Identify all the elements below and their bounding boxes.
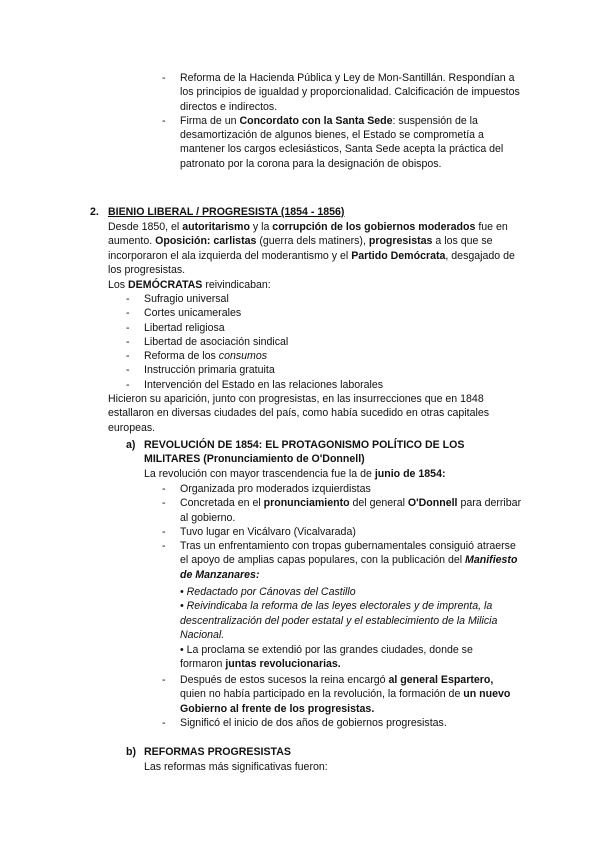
list-item — [162, 539, 522, 582]
text-run: (guerra dels matiners), — [256, 235, 369, 248]
text-run: Concretada en el — [180, 497, 264, 510]
subsection-b-title: REFORMAS PROGRESISTAS — [144, 746, 291, 758]
text-run: La revolución con mayor trascendencia fue la de — [144, 468, 375, 480]
text-run: Libertad religiosa — [144, 321, 225, 334]
text-run: quien no había participado en la revolución, la formación de — [180, 688, 464, 701]
democratas-intro — [108, 278, 528, 292]
list-item — [162, 482, 522, 496]
list-item-text — [180, 525, 522, 539]
dash-bullet: - — [126, 364, 130, 377]
text-run: Tras un enfrentamiento con tropas gubernamentales consiguió atraerse el apoyo de amplias capas populares, con la publicación del — [180, 540, 516, 567]
list-item-text — [144, 306, 526, 320]
text-run: Reforma de los — [144, 350, 219, 363]
text-run: O'Donnell — [407, 497, 458, 510]
list-item-text — [144, 378, 526, 392]
dash-bullet: - — [126, 321, 130, 334]
list-item — [126, 363, 526, 377]
list-item-text — [180, 114, 522, 171]
text-run: fue en aumento. — [108, 221, 508, 248]
subsection-a-list — [162, 482, 522, 582]
dash-bullet: - — [126, 307, 130, 320]
democratas-list — [126, 292, 526, 392]
text-run: para derribar al gobierno. — [180, 497, 522, 524]
list-item — [162, 496, 522, 525]
section-number: 2. — [90, 206, 99, 218]
list-item-text — [180, 716, 522, 730]
text-run: Oposición: carlistas — [155, 235, 257, 248]
subsection-a-list-2 — [162, 673, 522, 730]
list-item — [162, 525, 522, 539]
text-run: Los — [108, 279, 129, 291]
list-item — [162, 716, 522, 730]
text-run: junio de 1854: — [374, 468, 446, 480]
text-run: del general — [349, 497, 408, 510]
dash-bullet: - — [162, 540, 166, 553]
text-run: corrupción de los gobiernos moderados — [272, 221, 476, 233]
list-item-text — [180, 482, 522, 496]
text-run: progresistas — [368, 235, 433, 248]
list-item — [126, 306, 526, 320]
top-dash-list — [162, 71, 522, 171]
after-list-text: Hicieron su aparición, junto con progresistas, en las insurrecciones que en 1848 estallaron en diversas ciudades del país, como había sucedido en otras capitales europeas. — [108, 393, 490, 434]
list-item-text — [144, 292, 526, 306]
list-item — [126, 292, 526, 306]
subsection-a-intro — [144, 467, 524, 481]
list-item-text — [144, 335, 526, 349]
dash-bullet: - — [126, 335, 130, 348]
text-run: DEMÓCRATAS — [128, 279, 203, 291]
text-run: Significó el inicio de dos años de gobiernos progresistas. — [180, 716, 447, 729]
text-run: Intervención del Estado en las relaciones laborales — [144, 378, 384, 391]
text-run: Partido Demócrata — [351, 249, 446, 262]
text-run: • La proclama se extendió por las grandes ciudades, donde se formaron — [180, 644, 473, 671]
dash-bullet: - — [126, 378, 130, 391]
text-run: Libertad de asociación sindical — [144, 335, 289, 348]
list-item — [126, 378, 526, 392]
text-run: Organizada pro moderados izquierdistas — [180, 483, 371, 495]
section-title: BIENIO LIBERAL / PROGRESISTA (1854 - 1856) — [108, 206, 345, 218]
dash-bullet: - — [162, 483, 166, 495]
list-item-text — [180, 673, 522, 716]
list-item — [126, 349, 526, 363]
section-intro — [108, 220, 528, 277]
text-run: un nuevo Gobierno al frente de los progresistas. — [180, 688, 511, 715]
subsection-a-letter: a) — [126, 439, 136, 451]
text-run: a los que se incorporaron el ala izquierda del moderantismo y el — [108, 235, 493, 262]
dash-bullet: - — [162, 114, 166, 127]
dash-bullet: - — [162, 525, 166, 538]
text-run: consumos — [218, 350, 268, 363]
list-item — [162, 71, 522, 114]
text-run: Después de estos sucesos la reina encargó — [180, 674, 389, 686]
list-item-text — [144, 349, 526, 363]
dash-bullet: - — [162, 497, 166, 510]
text-run: , desgajado de los progresistas. — [108, 249, 515, 276]
subsection-a-title: REVOLUCIÓN DE 1854: EL PROTAGONISMO POLÍTICO DE LOS MILITARES (Pronunciamiento de O'Donnell) — [144, 439, 465, 466]
dash-bullet: - — [126, 350, 130, 363]
text-run: y la — [249, 221, 273, 233]
text-run: Firma de un — [180, 114, 240, 127]
list-item-text — [144, 363, 526, 377]
text-run: Instrucción primaria gratuita — [144, 364, 275, 377]
manifiesto-notes — [180, 585, 525, 642]
list-item-text — [180, 496, 522, 525]
text-run: : suspensión de la desamortización de algunos bienes, el Estado se comprometía a mantener los cargos eclesiásticos, Santa Sede acepta la práctica del patronato por la corona para la designación de obispos. — [180, 114, 504, 170]
text-run: Concordato con la Santa Sede — [239, 114, 393, 127]
dash-bullet: - — [162, 674, 166, 686]
subsection-b-letter: b) — [126, 746, 136, 758]
text-run: Tuvo lugar en Vicálvaro (Vicalvarada) — [180, 525, 356, 538]
text-run: juntas revolucionarias. — [225, 658, 341, 671]
text-run: Manifiesto de Manzanares: — [180, 554, 518, 581]
text-run: Desde 1850, el — [108, 221, 183, 233]
list-item — [162, 673, 522, 716]
text-run: Sufragio universal — [144, 293, 229, 305]
subsection-b-intro: Las reformas más significativas fueron: — [144, 761, 328, 773]
text-run: autoritarismo — [182, 221, 250, 233]
list-item — [126, 321, 526, 335]
dash-bullet: - — [162, 716, 166, 729]
list-item-text — [180, 71, 522, 114]
dash-bullet: - — [162, 72, 166, 84]
list-item — [162, 114, 522, 171]
text-run: al general Espartero, — [388, 674, 494, 686]
dash-bullet: - — [126, 293, 130, 305]
text-run: Reforma de la Hacienda Pública y Ley de Mon-Santillán. Respondían a los principios de igualdad y proporcionalidad. Calcificación de impuestos directos e indirectos. — [180, 72, 520, 113]
list-item — [126, 335, 526, 349]
manifiesto-note: • Redactado por Cánovas del Castillo — [180, 586, 356, 598]
manifiesto-note: • Reivindicaba la reforma de las leyes electorales y de imprenta, la descentralización del poder estatal y el establecimiento de la Milicia Nacional. — [180, 600, 498, 641]
proclama-note — [180, 643, 500, 672]
text-run: reivindicaban: — [202, 279, 271, 291]
text-run: Cortes unicamerales — [144, 307, 242, 320]
list-item-text — [180, 539, 522, 582]
list-item-text — [144, 321, 526, 335]
text-run: pronunciamiento — [263, 497, 350, 510]
